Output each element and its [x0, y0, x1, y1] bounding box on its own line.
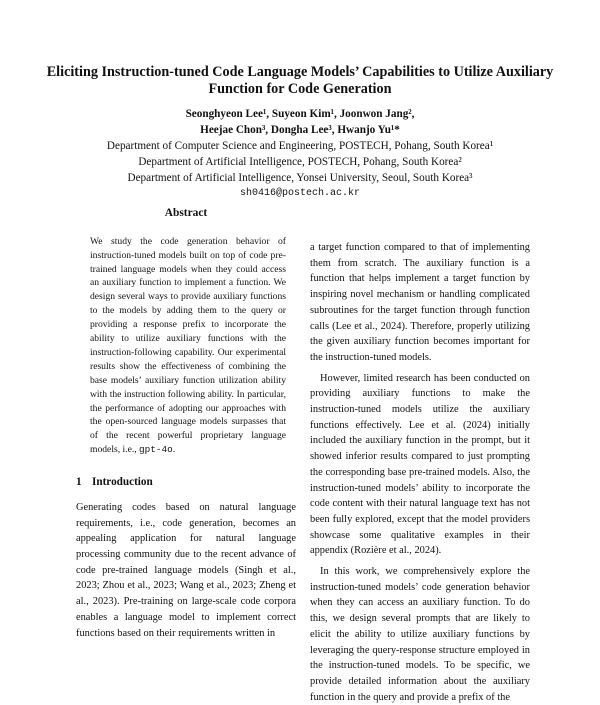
abstract-end: .	[172, 444, 176, 456]
abstract-text	[90, 235, 286, 458]
left-column	[76, 206, 296, 641]
intro-paragraph-1: Generating codes based on natural language requirements, i.e., code generation, becomes an appealing application for natural language processing community due to the recent advance of code pre-trained language models (Singh et al., 2023; Zhou et al., 2023; Wang et al., 2023; Zheng et al., 2023). Pre-training on large-scale code corpora enables a language model to implement correct functions based on their requirements written in	[76, 501, 296, 639]
section-title: Introduction	[92, 476, 153, 489]
affiliation-2: Department of Artificial Intelligence, POSTECH, Pohang, South Korea²	[138, 156, 462, 168]
contact-email: sh0416@postech.ac.kr	[239, 188, 361, 199]
right-column	[310, 240, 530, 705]
author-block	[40, 106, 560, 202]
affiliation-1: Department of Computer Science and Engineering, POSTECH, Pohang, South Korea¹	[106, 140, 494, 152]
abstract-heading: Abstract	[164, 207, 208, 219]
intro-paragraph-3: In this work, we comprehensively explore the instruction-tuned models’ code generation behavior when they can access an auxiliary function. To do this, we design several prompts that are likely to elicit the ability to utilize auxiliary functions by leveraging the query-response structure employed in the instruction-tuned models. To be specific, we provide detailed information about the auxiliary function in the query and provide a prefix of the	[310, 566, 530, 703]
author-names-line-2: Heejae Chon³, Dongha Lee³, Hwanjo Yu¹*	[200, 124, 400, 136]
abstract-model-name: gpt-4o	[139, 444, 173, 456]
section-number: 1	[76, 476, 82, 489]
affiliation-3: Department of Artificial Intelligence, Yonsei University, Seoul, South Korea³	[127, 172, 473, 184]
author-names-line-1: Seonghyeon Lee¹, Suyeon Kim¹, Joonwon Jang²,	[185, 108, 415, 120]
section-heading-introduction	[76, 475, 296, 491]
intro-paragraph-2: However, limited research has been conducted on providing auxiliary functions to make the instruction-tuned models utilize the auxiliary functions effectively. Lee et al. (2024) initially included the auxiliary function in the prompt, but it showed inferior results compared to just prompting the corresponding base pre-trained models. Also, the instruction-tuned models’ ability to incorporate the code content with their natural language text has not been fully explored, except that the model providers showcase some qualitative examples in their appendix (Rozière et al., 2024).	[310, 372, 530, 557]
intro-paragraph-continued: a target function compared to that of implementing them from scratch. The auxiliary function is a function that helps implement a target function by inspiring novel mechanism or handling complicated subroutines for the target function through function calls (Lee et al., 2024). Therefore, properly utilizing the given auxiliary function becomes important for the instruction-tuned models.	[310, 242, 530, 363]
abstract-body: We study the code generation behavior of instruction-tuned models built on top of code pre-trained language models when they could access an auxiliary function to implement a function. We design several ways to provide auxiliary functions to the models by adding them to the query or providing a response prefix to incorporate the ability to utilize auxiliary functions with the instruction-following capability. Our experimental results show the effectiveness of combining the base models’ auxiliary function utilization ability with the instruction following ability. In particular, the performance of adopting our approaches with the open-sourced language models surpasses that of the recent powerful proprietary language models, i.e.,	[90, 235, 286, 456]
paper-title: Eliciting Instruction-tuned Code Language Models’ Capabilities to Utilize Auxiliary Function for Code Generation	[46, 64, 554, 97]
